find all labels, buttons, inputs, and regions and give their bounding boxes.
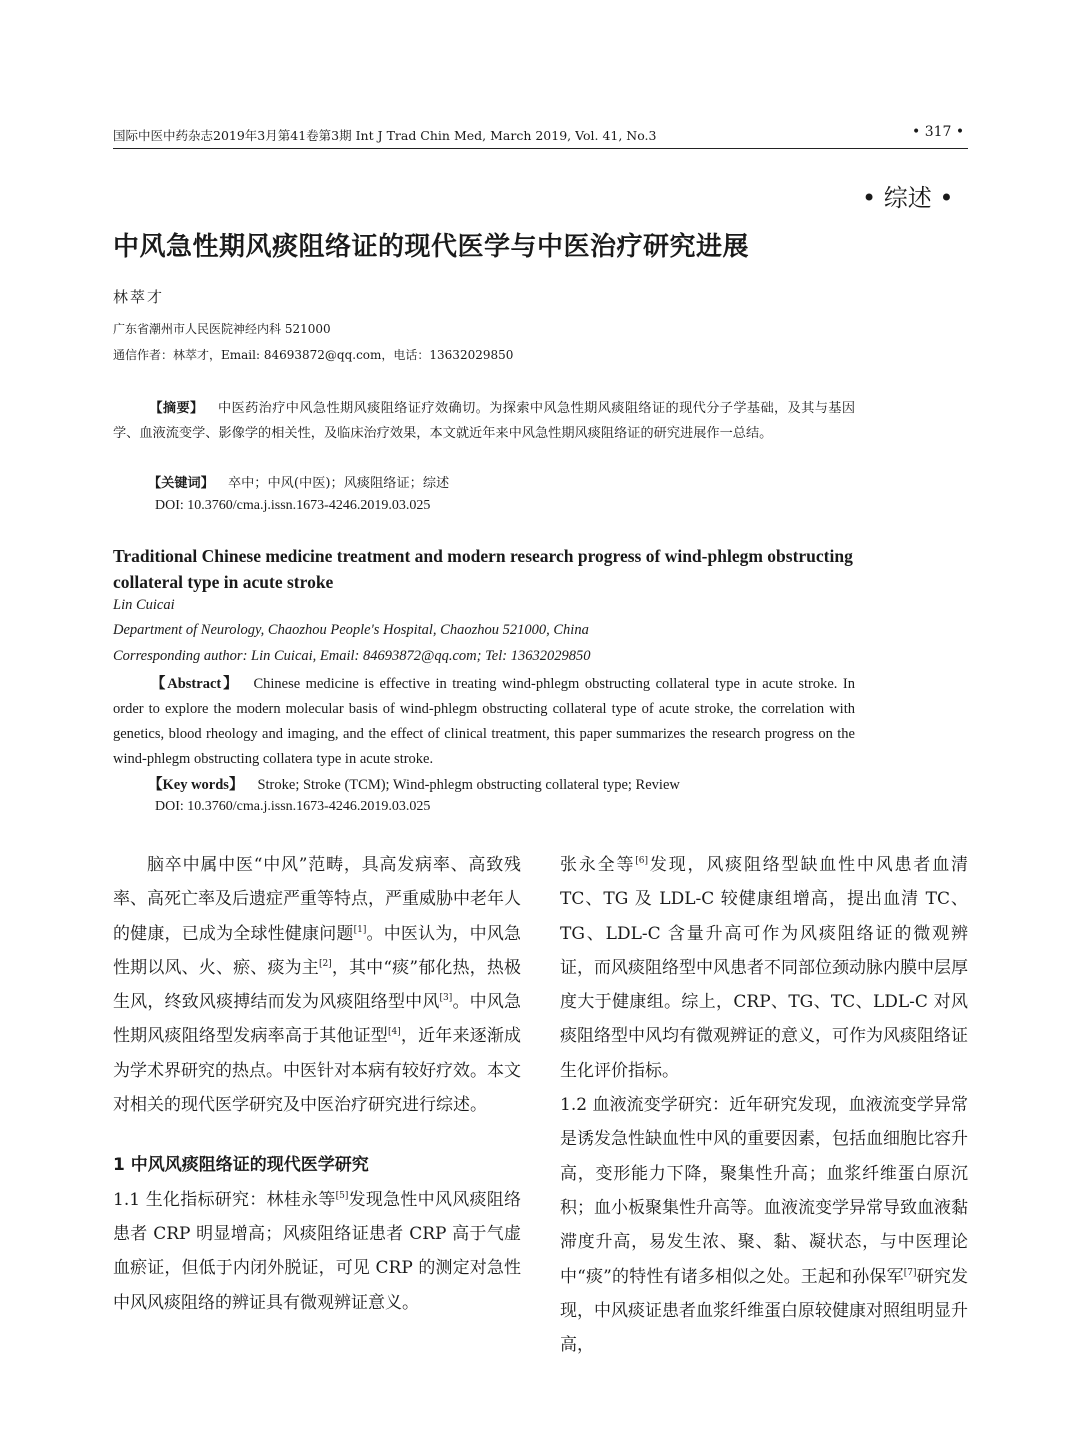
body-column-right xyxy=(560,848,968,1362)
en-abstract-label: 【Abstract】 xyxy=(149,676,240,692)
en-abstract xyxy=(113,672,855,772)
en-affiliation: Department of Neurology, Chaozhou People's Hospital, Chaozhou 521000, China xyxy=(113,622,589,638)
intro-paragraph xyxy=(113,848,521,1122)
subsection-1-1 xyxy=(113,1183,521,1320)
zh-abstract-text: 中医药治疗中风急性期风痰阻络证疗效确切。为探索中风急性期风痰阻络证的现代分子学基础，及其与基因学、血液流变学、影像学的相关性，及临床治疗效果，本文就近年来中风急性期风痰阻络证的研究进展作一总结。 xyxy=(113,401,856,441)
zh-keywords-label: 【关键词】 xyxy=(148,476,214,491)
continued-paragraph xyxy=(560,848,968,1088)
citation-ref: [4] xyxy=(387,1027,401,1038)
body-column-left xyxy=(113,848,521,1320)
en-author: Lin Cuicai xyxy=(113,597,175,613)
subsection-1-2 xyxy=(560,1088,968,1362)
zh-corresponding-author: 通信作者：林萃才，Email: 84693872@qq.com，电话：13632029850 xyxy=(113,348,514,362)
zh-author: 林萃才 xyxy=(113,288,165,306)
section-label: • 综述 • xyxy=(862,184,954,212)
citation-ref: [2] xyxy=(318,958,332,969)
intro-text-4: 。中风急性期风痰阻络型发病率高于其他证型 xyxy=(113,992,522,1047)
subsection-text-1: 1.2 血液流变学研究：近年研究发现，血液流变学异常是诱发急性缺血性中风的重要因素，包括血细胞比容升高，变形能力下降，聚集性升高；血浆纤维蛋白原沉积；血小板聚集性升高等。血液流变学异常导致血液黏滞度升高，易发生浓、聚、黏、凝状态，与中医理论中“痰”的特性有诸多相似之处。王起和孙保军 xyxy=(560,1095,968,1287)
zh-title: 中风急性期风痰阻络证的现代医学与中医治疗研究进展 xyxy=(113,232,750,262)
en-keywords-label: 【Key words】 xyxy=(148,777,244,793)
citation-ref: [3] xyxy=(439,993,453,1004)
en-corresponding-author: Corresponding author: Lin Cuicai, Email: 84693872@qq.com; Tel: 13632029850 xyxy=(113,648,591,664)
intro-text-2: 。中医认为，中风急性期以风、火、瘀、痰为主 xyxy=(113,923,522,978)
section-heading: 1 中风风痰阻络证的现代医学研究 xyxy=(113,1155,369,1176)
intro-text-1: 脑卒中属中医“中风”范畴，具高发病率、高致残率、高死亡率及后遗症严重等特点，严重威胁中老年人的健康，已成为全球性健康问题 xyxy=(113,855,521,944)
intro-text-5: ，近年来逐渐成为学术界研究的热点。中医针对本病有较好疗效。本文对相关的现代医学研究及中医治疗研究进行综述。 xyxy=(113,1026,522,1116)
en-abstract-text: Chinese medicine is effective in treating wind-phlegm obstructing collateral type in acute stroke. In order to explore the modern molecular basis of wind-phlegm obstructing collateral type of acute stroke, the correlation with genetics, blood rheology and imaging, and the effect of clinical treatment, this paper summarizes the research progress on the wind-phlegm obstructing collatera type in acute stroke. xyxy=(113,676,855,767)
header-rule xyxy=(113,148,968,149)
intro-text-3: ，其中“痰”郁化热，热极生风，终致风痰搏结而发为风痰阻络型中风 xyxy=(113,957,521,1013)
journal-header: 国际中医中药杂志2019年3月第41卷第3期 Int J Trad Chin Med, March 2019, Vol. 41, No.3 xyxy=(113,128,657,143)
page-number: • 317 • xyxy=(912,124,965,140)
citation-ref: [7] xyxy=(903,1267,917,1278)
zh-affiliation: 广东省潮州市人民医院神经内科 521000 xyxy=(113,322,331,336)
en-title: Traditional Chinese medicine treatment and modern research progress of wind-phlegm obstructing collateral type in acute stroke xyxy=(113,546,853,592)
zh-keywords xyxy=(148,472,449,491)
subsection-text-2: 研究发现，中风痰证患者血浆纤维蛋白原较健康对照组明显升高， xyxy=(560,1266,968,1356)
zh-keywords-text: 卒中；中风(中医)；风痰阻络证；综述 xyxy=(227,476,450,491)
en-doi: DOI: 10.3760/cma.j.issn.1673-4246.2019.03.025 xyxy=(155,799,431,814)
citation-ref: [6] xyxy=(635,856,649,866)
subsection-text-2: 发现急性中风风痰阻络患者 CRP 明显增高；风痰阻络证患者 CRP 高于气虚血瘀证，但低于内闭外脱证，可见 CRP 的测定对急性中风风痰阻络的辨证具有微观辨证意义。 xyxy=(113,1189,521,1313)
citation-ref: [1] xyxy=(353,924,367,935)
en-keywords xyxy=(148,773,680,794)
continued-text-1: 张永全等 xyxy=(560,855,636,875)
subsection-text-1: 1.1 生化指标研究：林桂永等 xyxy=(113,1189,336,1210)
continued-text-2: 发现，风痰阻络型缺血性中风患者血清 TC、TG 及 LDL-C 较健康组增高，提出血清 TC、TG、LDL-C 含量升高可作为风痰阻络证的微观辨证，而风痰阻络型中风患者不同部位颈动脉内膜中层厚度大于健康组。综上，CRP、TG、TC、LDL-C 对风痰阻络型中风均有微观辨证的意义，可作为风痰阻络证生化评价指标。 xyxy=(560,855,969,1081)
zh-abstract-label: 【摘要】 xyxy=(149,401,204,416)
citation-ref: [5] xyxy=(335,1190,349,1201)
zh-abstract xyxy=(113,396,855,446)
en-keywords-text: Stroke; Stroke (TCM); Wind-phlegm obstructing collateral type; Review xyxy=(257,777,680,793)
zh-doi: DOI: 10.3760/cma.j.issn.1673-4246.2019.03.025 xyxy=(155,498,431,513)
